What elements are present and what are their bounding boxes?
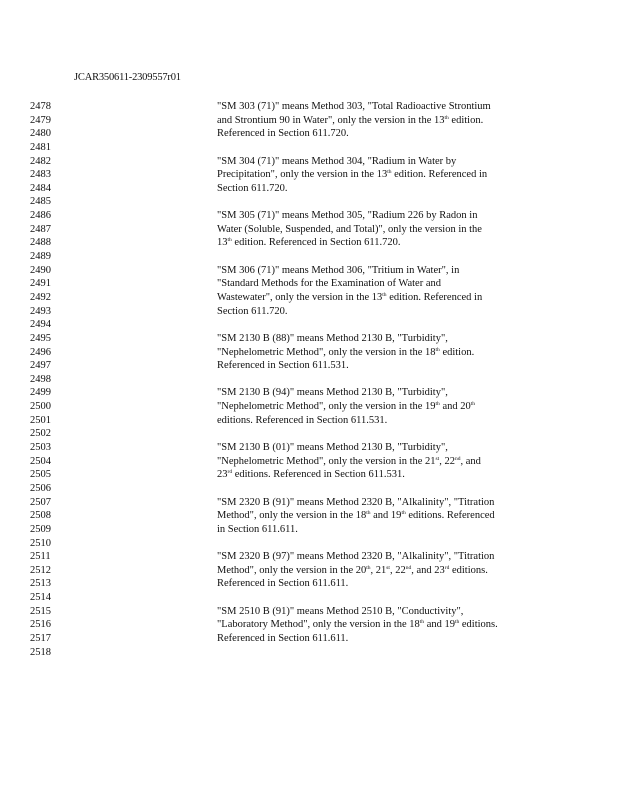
definition-line: in Section 611.611.	[217, 523, 298, 535]
line-number: 2509	[30, 523, 51, 535]
blank-line	[217, 141, 537, 155]
definition-line: Precipitation", only the version in the 13th edition. Referenced in	[217, 169, 488, 181]
line-number: 2497	[30, 360, 51, 372]
blank-line	[217, 427, 537, 441]
definition-line: Section 611.720.	[217, 182, 288, 194]
definition-paragraph	[217, 550, 537, 591]
line-number: 2516	[30, 619, 51, 631]
definition-line: and Strontium 90 in Water", only the version in the 13th edition.	[217, 114, 484, 126]
line-number: 2507	[30, 496, 51, 508]
definition-line: "SM 2320 B (91)" means Method 2320 B, "Alkalinity", "Titration	[217, 496, 495, 508]
line-number: 2480	[30, 128, 51, 140]
line-number: 2503	[30, 442, 51, 454]
line-number: 2505	[30, 469, 51, 481]
definition-paragraph	[217, 332, 537, 373]
definition-line: "SM 2320 B (97)" means Method 2320 B, "Alkalinity", "Titration	[217, 551, 495, 563]
definition-line: Section 611.720.	[217, 305, 288, 317]
line-number: 2508	[30, 510, 51, 522]
line-number: 2478	[30, 101, 51, 112]
line-number: 2479	[30, 114, 51, 126]
line-number: 2506	[30, 482, 51, 494]
definition-paragraph	[217, 209, 537, 250]
definition-paragraph	[217, 496, 537, 537]
line-number: 2485	[30, 196, 51, 208]
line-number: 2514	[30, 592, 51, 604]
line-number: 2501	[30, 414, 51, 426]
definition-line: Water (Soluble, Suspended, and Total)", only the version in the	[217, 223, 482, 235]
line-number: 2502	[30, 428, 51, 440]
definition-line: Referenced in Section 611.611.	[217, 578, 349, 590]
definition-line: "Standard Methods for the Examination of Water and	[217, 278, 441, 290]
definition-paragraph	[217, 386, 537, 427]
line-number: 2493	[30, 305, 51, 317]
definition-line: Method", only the version in the 20th, 21st, 22nd, and 23rd editions.	[217, 564, 488, 576]
definition-line: Wastewater", only the version in the 13th edition. Referenced in	[217, 291, 483, 303]
line-number: 2515	[30, 605, 51, 617]
blank-line	[217, 537, 537, 551]
definition-line: editions. Referenced in Section 611.531.	[217, 414, 388, 426]
line-number: 2484	[30, 182, 51, 194]
definition-line: "Nephelometric Method", only the version in the 18th edition.	[217, 346, 475, 358]
definition-line: 23rd editions. Referenced in Section 611.531.	[217, 469, 405, 481]
definition-line: "Nephelometric Method", only the version in the 19th and 20th	[217, 401, 476, 413]
definition-paragraph	[217, 605, 537, 646]
line-number: 2504	[30, 455, 51, 467]
definition-line: Method", only the version in the 18th and 19th editions. Referenced	[217, 510, 495, 522]
definition-line: "Nephelometric Method", only the version in the 21st, 22nd, and	[217, 455, 481, 467]
line-number: 2494	[30, 319, 51, 331]
line-number: 2491	[30, 278, 51, 290]
line-number: 2490	[30, 264, 51, 276]
line-number: 2518	[30, 646, 51, 658]
blank-line	[217, 250, 537, 264]
line-number: 2500	[30, 401, 51, 413]
line-number: 2496	[30, 346, 51, 358]
definition-paragraph	[217, 264, 537, 319]
definition-line: "SM 2130 B (94)" means Method 2130 B, "Turbidity",	[217, 387, 448, 399]
blank-line	[217, 591, 537, 605]
line-number-column	[30, 100, 51, 659]
line-number: 2489	[30, 251, 51, 263]
definition-line: "SM 2130 B (88)" means Method 2130 B, "Turbidity",	[217, 332, 448, 344]
line-number: 2482	[30, 155, 51, 167]
document-id-header: JCAR350611-2309557r01	[74, 72, 181, 83]
definition-line: "SM 304 (71)" means Method 304, "Radium in Water by	[217, 155, 457, 167]
line-number: 2513	[30, 578, 51, 590]
line-number: 2481	[30, 141, 51, 153]
definition-line: "SM 306 (71)" means Method 306, "Tritium in Water", in	[217, 264, 460, 276]
definition-paragraph	[217, 100, 537, 141]
definition-line: 13th edition. Referenced in Section 611.720.	[217, 237, 401, 249]
definition-line: "Laboratory Method", only the version in the 18th and 19th editions.	[217, 619, 498, 631]
definitions-body	[217, 100, 537, 659]
line-number: 2512	[30, 564, 51, 576]
definition-paragraph	[217, 155, 537, 196]
definition-line: Referenced in Section 611.611.	[217, 632, 349, 644]
line-number: 2517	[30, 632, 51, 644]
definition-paragraph	[217, 441, 537, 482]
blank-line	[217, 195, 537, 209]
line-number: 2498	[30, 373, 51, 385]
definition-line: "SM 305 (71)" means Method 305, "Radium 226 by Radon in	[217, 210, 478, 222]
blank-line	[217, 373, 537, 387]
line-number: 2487	[30, 223, 51, 235]
line-number: 2511	[30, 551, 51, 563]
line-number: 2492	[30, 291, 51, 303]
definition-line: "SM 303 (71)" means Method 303, "Total Radioactive Strontium	[217, 101, 491, 112]
line-number: 2499	[30, 387, 51, 399]
line-number: 2495	[30, 332, 51, 344]
line-number: 2486	[30, 210, 51, 222]
line-number: 2510	[30, 537, 51, 549]
line-number: 2488	[30, 237, 51, 249]
definition-line: Referenced in Section 611.720.	[217, 128, 349, 140]
blank-line	[217, 318, 537, 332]
line-number: 2483	[30, 169, 51, 181]
definition-line: "SM 2130 B (01)" means Method 2130 B, "Turbidity",	[217, 442, 448, 454]
definition-line: Referenced in Section 611.531.	[217, 360, 349, 372]
definition-line: "SM 2510 B (91)" means Method 2510 B, "Conductivity",	[217, 605, 464, 617]
blank-line	[217, 646, 537, 660]
blank-line	[217, 482, 537, 496]
